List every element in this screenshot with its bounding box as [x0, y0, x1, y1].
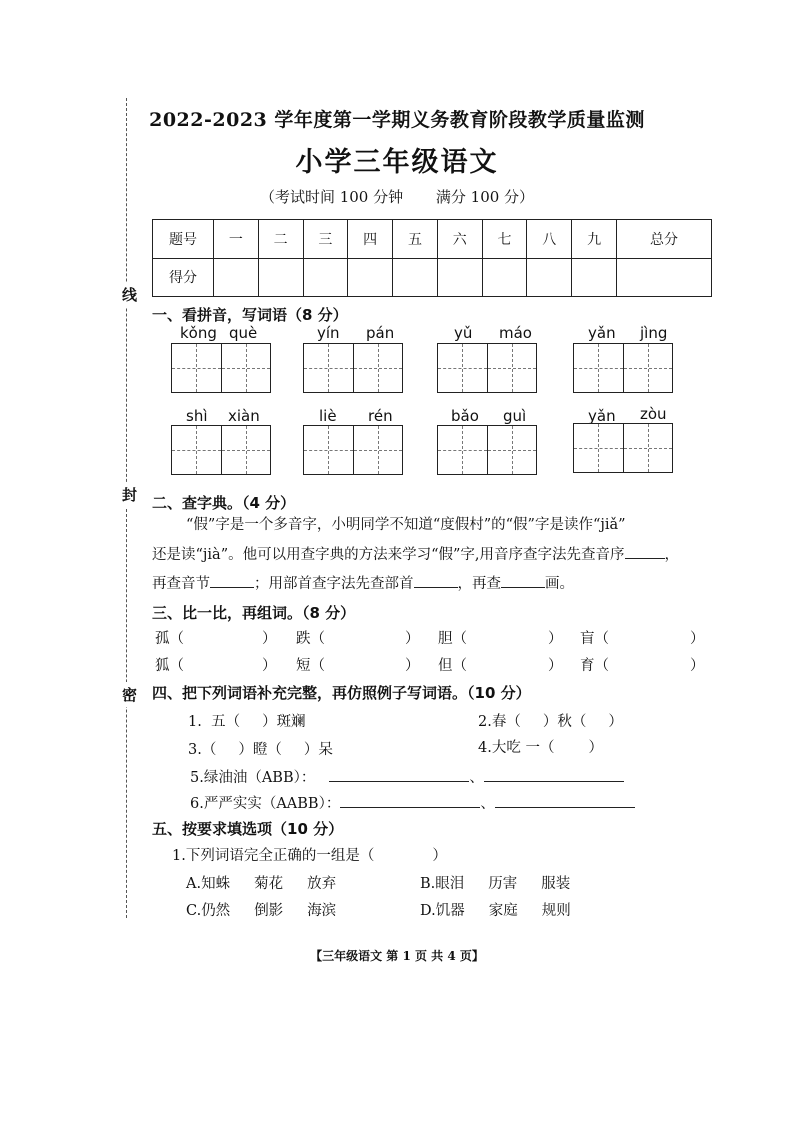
col-4: 四 — [348, 220, 393, 259]
writing-grid[interactable] — [303, 343, 403, 393]
idiom-q3 — [188, 738, 333, 759]
exam-subject: 小学三年级语文 — [295, 147, 499, 178]
score-cell[interactable] — [348, 258, 393, 297]
col-2: 二 — [258, 220, 303, 259]
exam-info — [0, 186, 794, 207]
col-7: 七 — [482, 220, 527, 259]
writing-grid[interactable] — [437, 343, 537, 393]
text: 大吃 — [491, 740, 521, 756]
option-word: 放弃 — [307, 876, 337, 892]
char: 跌 — [296, 631, 311, 647]
score-cell[interactable] — [258, 258, 303, 297]
answer-blank-bushou[interactable] — [414, 587, 458, 588]
text: 斑斓 — [276, 714, 306, 730]
text-chayinjie: 再查音节 — [152, 576, 210, 592]
option-label: C. — [186, 903, 202, 919]
paren-open: （ — [506, 714, 521, 730]
separator: 、 — [469, 770, 484, 786]
paren-close: ） — [405, 631, 420, 647]
compare-item — [155, 627, 184, 648]
col-total: 总分 — [617, 220, 712, 259]
col-9: 九 — [572, 220, 617, 259]
paren-close: ） — [690, 631, 705, 647]
option-d[interactable] — [420, 899, 571, 920]
imitate-q5 — [190, 766, 624, 787]
paren-open: （ — [267, 742, 282, 758]
score-table — [152, 219, 712, 297]
paren-close: ） — [262, 714, 277, 730]
q-num: 3. — [188, 742, 202, 758]
paren-close: ） — [588, 740, 603, 756]
compare-item — [438, 654, 467, 675]
option-word: 菊花 — [254, 876, 284, 892]
section2-title: 二、查字典。（4 分） — [152, 494, 296, 512]
compare-item — [296, 654, 325, 675]
option-c[interactable] — [186, 899, 336, 920]
section4-title: 四、把下列词语补充完整，再仿照例子写词语。（10 分） — [152, 684, 531, 702]
text: 秋 — [557, 714, 572, 730]
answer-line[interactable] — [484, 781, 624, 782]
option-word: 仍然 — [201, 903, 231, 919]
exam-title: 2022-2023 学年度第一学期义务教育阶段教学质量监测 — [149, 109, 645, 131]
col-5: 五 — [393, 220, 438, 259]
section3-title: 三、比一比，再组词。（8 分） — [152, 604, 356, 622]
section2-line1: “假”字是一个多音字，小明同学不知道“度假村”的“假”字是读作“jiǎ” — [186, 517, 626, 533]
paren-open: （ — [169, 631, 184, 647]
paren-open: （ — [539, 740, 555, 756]
text: 呆 — [318, 742, 333, 758]
writing-grid[interactable] — [171, 425, 271, 475]
q-num: 2. — [478, 714, 492, 730]
answer-blank-yinxu[interactable] — [625, 558, 665, 559]
paren-close: ） — [548, 658, 563, 674]
paren-close: ） — [542, 714, 558, 730]
pinyin-7b: guì — [503, 407, 527, 425]
col-3: 三 — [303, 220, 348, 259]
score-cell[interactable] — [303, 258, 348, 297]
option-word: 眼泪 — [435, 876, 465, 892]
separator: 、 — [480, 796, 495, 812]
section1-title: 一、看拼音，写词语（8 分） — [152, 306, 348, 324]
text-zaicha: ，再查 — [457, 576, 501, 592]
pinyin-6b: rén — [368, 407, 393, 425]
paren-close: ） — [405, 658, 420, 674]
binding-label-xian: 线 — [122, 282, 137, 307]
char: 育 — [580, 658, 595, 674]
col-6: 六 — [437, 220, 482, 259]
option-label: D. — [420, 903, 436, 919]
answer-blank-hua[interactable] — [501, 587, 545, 588]
q-num: 4. — [478, 740, 492, 756]
col-1: 一 — [214, 220, 259, 259]
answer-line[interactable] — [329, 781, 469, 782]
option-word: 规则 — [541, 903, 571, 919]
option-label: B. — [420, 876, 436, 892]
paren-close: ） — [262, 658, 277, 674]
writing-grid[interactable] — [171, 343, 271, 393]
binding-dashed-line — [126, 98, 127, 918]
option-word: 家庭 — [488, 903, 518, 919]
answer-blank-yinjie[interactable] — [210, 587, 254, 588]
text-hua: 画。 — [545, 576, 574, 592]
pinyin-7a: bǎo — [451, 407, 479, 425]
pinyin-3b: máo — [499, 324, 532, 342]
pinyin-4b: jìng — [640, 324, 668, 342]
option-a[interactable] — [186, 872, 336, 893]
q-num: 1. — [188, 714, 202, 730]
char: 孤 — [155, 631, 170, 647]
imitate-q6 — [190, 792, 635, 813]
binding-label-feng: 封 — [122, 482, 137, 507]
section2-line2-text: 还是读“jià”。他可以用查字典的方法来学习“假”字,用音序查字法先查音序 — [152, 547, 625, 563]
option-word: 海滨 — [307, 903, 337, 919]
pinyin-3a: yǔ — [454, 324, 473, 342]
score-cell-total[interactable] — [617, 258, 712, 297]
score-cell[interactable] — [527, 258, 572, 297]
score-cell[interactable] — [482, 258, 527, 297]
paren-close: ） — [432, 848, 447, 864]
pinyin-8a: yǎn — [588, 407, 616, 425]
paren-open: （ — [310, 631, 325, 647]
compare-item — [296, 627, 325, 648]
col-8: 八 — [527, 220, 572, 259]
pinyin-1b: què — [229, 324, 258, 342]
section2-line2 — [152, 540, 679, 571]
text: 一 — [525, 740, 540, 756]
compare-item — [580, 654, 609, 675]
paren-close: ） — [262, 631, 277, 647]
option-label: A. — [186, 876, 202, 892]
full-score: 满分 100 分） — [435, 188, 535, 206]
choice-q1 — [172, 844, 447, 865]
paren-open: （ — [169, 658, 184, 674]
compare-item — [438, 627, 467, 648]
score-cell[interactable] — [393, 258, 438, 297]
char: 狐 — [155, 658, 170, 674]
text: 瞪 — [252, 742, 268, 758]
comma: ， — [664, 547, 680, 563]
paren-open: （ — [201, 742, 217, 758]
paren-open: （ — [310, 658, 325, 674]
section2-line3 — [152, 569, 574, 600]
pinyin-4a: yǎn — [588, 324, 616, 342]
pinyin-5b: xiàn — [228, 407, 260, 425]
char: 短 — [296, 658, 311, 674]
binding-label-mi: 密 — [122, 682, 137, 707]
paren-close: ） — [548, 631, 563, 647]
paren-open: （ — [594, 631, 609, 647]
paren-open: （ — [594, 658, 609, 674]
char: 但 — [438, 658, 453, 674]
pinyin-2b: pán — [366, 324, 395, 342]
option-word: 知蛛 — [201, 876, 231, 892]
row-label-score: 得分 — [153, 258, 214, 297]
pinyin-5a: shì — [186, 407, 208, 425]
char: 胆 — [438, 631, 453, 647]
q5-label: 5.绿油油（ABB）： — [190, 770, 316, 786]
char: 盲 — [580, 631, 595, 647]
pinyin-6a: liè — [319, 407, 337, 425]
paren-close: ） — [690, 658, 705, 674]
paren-open: （ — [225, 714, 241, 730]
paren-close: ） — [608, 714, 623, 730]
q6-label: 6.严严实实（AABB）： — [190, 796, 341, 812]
paren-open: （ — [571, 714, 587, 730]
option-b[interactable] — [420, 872, 570, 893]
text: 春 — [491, 714, 507, 730]
paren-close: ） — [238, 742, 253, 758]
option-word: 服装 — [541, 876, 571, 892]
pinyin-2a: yín — [317, 324, 340, 342]
writing-grid[interactable] — [303, 425, 403, 475]
paren-open: （ — [452, 631, 467, 647]
option-word: 历害 — [488, 876, 518, 892]
idiom-q2 — [478, 710, 623, 731]
idiom-q1 — [188, 710, 306, 731]
paren-open: （ — [452, 658, 467, 674]
paren-close: ） — [303, 742, 319, 758]
pinyin-8b: zòu — [640, 405, 667, 423]
score-cell[interactable] — [437, 258, 482, 297]
section5-title: 五、按要求填选项（10 分） — [152, 820, 344, 838]
answer-line[interactable] — [495, 807, 635, 808]
writing-grid[interactable] — [437, 425, 537, 475]
text: 五 — [211, 714, 226, 730]
text-bushou: ；用部首查字法先查部首 — [254, 576, 414, 592]
pinyin-1a: kǒng — [180, 324, 217, 342]
q1-text: 1.下列词语完全正确的一组是（ — [172, 848, 375, 864]
answer-line[interactable] — [340, 807, 480, 808]
writing-grid[interactable] — [573, 423, 673, 473]
compare-item — [580, 627, 609, 648]
compare-item — [155, 654, 184, 675]
score-cell[interactable] — [572, 258, 617, 297]
page-footer: 【三年级语文 第 1 页 共 4 页】 — [310, 949, 484, 963]
idiom-q4 — [478, 736, 603, 757]
row-label-question: 题号 — [153, 220, 214, 259]
option-word: 饥器 — [435, 903, 465, 919]
exam-time: （考试时间 100 分钟 — [259, 188, 404, 206]
score-cell[interactable] — [214, 258, 259, 297]
option-word: 倒影 — [254, 903, 284, 919]
writing-grid[interactable] — [573, 343, 673, 393]
